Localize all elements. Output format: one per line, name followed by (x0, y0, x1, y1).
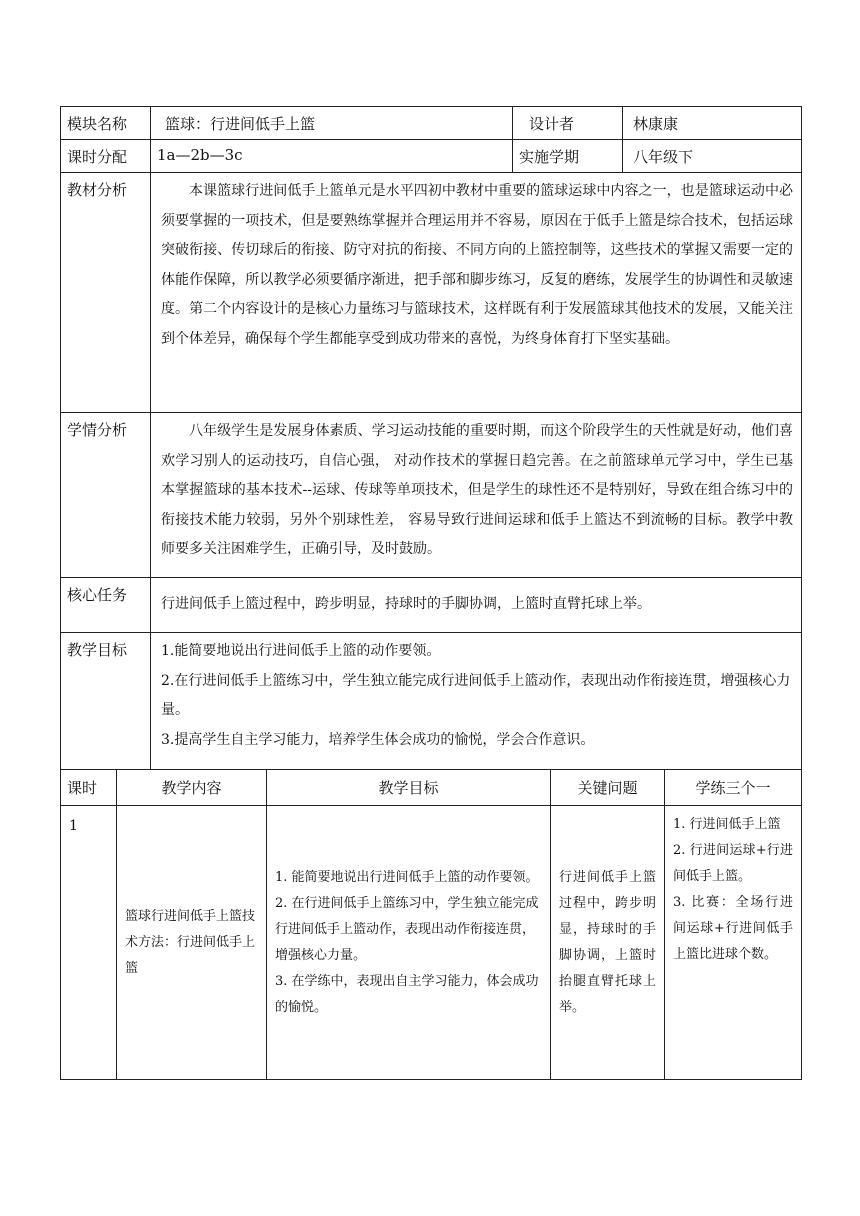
core-task-text: 行进间低手上篮过程中，跨步明显，持球时的手脚协调，上篮时直臂托球上举。 (151, 578, 802, 633)
practice-item: 3. 比赛：全场行进间运球+行进间低手上篮比进球个数。 (673, 895, 793, 962)
term-value: 八年级下 (623, 140, 802, 173)
lesson-key-question: 行进间低手上篮过程中，跨步明显，持球时的手脚协调，上篮时抬腿直臂托球上举。 (551, 806, 665, 1080)
lesson-detail-table (60, 769, 802, 1080)
practice-item: 2. 行进间运球+行进间低手上篮。 (673, 843, 793, 884)
header-content: 教学内容 (117, 770, 267, 806)
hours-value: 1a—2b—3c (151, 140, 513, 173)
lesson-goal-item: 3. 在学练中，表现出自主学习能力，体会成功的愉悦。 (275, 973, 539, 1015)
designer-value: 林康康 (623, 107, 802, 140)
module-name-value: 篮球：行进间低手上篮 (151, 107, 513, 140)
lesson-plan-page (60, 106, 801, 1080)
header-goals: 教学目标 (267, 770, 551, 806)
teaching-goal-item: 1.能简要地说出行进间低手上篮的动作要领。 (161, 643, 441, 659)
teaching-goals-label: 教学目标 (61, 633, 151, 770)
lesson-number: 1 (61, 806, 117, 1080)
core-task-label: 核心任务 (61, 578, 151, 633)
header-practice: 学练三个一 (665, 770, 802, 806)
lesson-content: 篮球行进间低手上篮技术方法：行进间低手上篮 (117, 806, 267, 1080)
student-analysis-text: 八年级学生是发展身体素质、学习运动技能的重要时期，而这个阶段学生的天性就是好动，他们喜欢学习别人的运动技巧，自信心强， 对动作技术的掌握日趋完善。在之前篮球单元学习中，学生已基本掌握篮球的基本技术--运球、传球等单项技术，但是学生的球性还不是特别好，导致在组合练习中的衔接技术能力较弱，另外个别球性差， 容易导致行进间运球和低手上篮达不到流畅的目标。教学中教师要多关注困难学生，正确引导，及时鼓励。 (151, 413, 802, 578)
material-analysis-label: 教材分析 (61, 173, 151, 413)
unit-info-table (60, 106, 802, 770)
practice-item: 1. 行进间低手上篮 (673, 817, 781, 832)
module-name-label: 模块名称 (61, 107, 151, 140)
header-lesson: 课时 (61, 770, 117, 806)
header-key-question: 关键问题 (551, 770, 665, 806)
term-label: 实施学期 (513, 140, 623, 173)
designer-label: 设计者 (513, 107, 623, 140)
lesson-goal-item: 2. 在行进间低手上篮练习中，学生独立能完成行进间低手上篮动作，表现出动作衔接连贯，增强核心力量。 (275, 895, 539, 963)
student-analysis-label: 学情分析 (61, 413, 151, 578)
lesson-goal-item: 1. 能简要地说出行进间低手上篮的动作要领。 (275, 869, 539, 885)
material-analysis-text: 本课篮球行进间低手上篮单元是水平四初中教材中重要的篮球运球中内容之一，也是篮球运动中必须要掌握的一项技术，但是要熟练掌握并合理运用并不容易，原因在于低手上篮是综合技术，包括运球突破衔接、传切球后的衔接、防守对抗的衔接、不同方向的上篮控制等，这些技术的掌握又需要一定的体能作保障，所以教学必须要循序渐进，把手部和脚步练习，反复的磨练，发展学生的协调性和灵敏速度。第二个内容设计的是核心力量练习与篮球技术，这样既有利于发展篮球其他技术的发展，又能关注到个体差异，确保每个学生都能享受到成功带来的喜悦，为终身体育打下坚实基础。 (151, 173, 802, 413)
hours-label: 课时分配 (61, 140, 151, 173)
teaching-goal-item: 3.提高学生自主学习能力，培养学生体会成功的愉悦，学会合作意识。 (161, 731, 595, 748)
lesson-goals (267, 806, 551, 1080)
teaching-goal-item: 2.在行进间低手上篮练习中，学生独立能完成行进间低手上篮动作，表现出动作衔接连贯，增强核心力量。 (161, 672, 791, 718)
lesson-practice (665, 806, 802, 1080)
teaching-goals-list (151, 633, 802, 770)
